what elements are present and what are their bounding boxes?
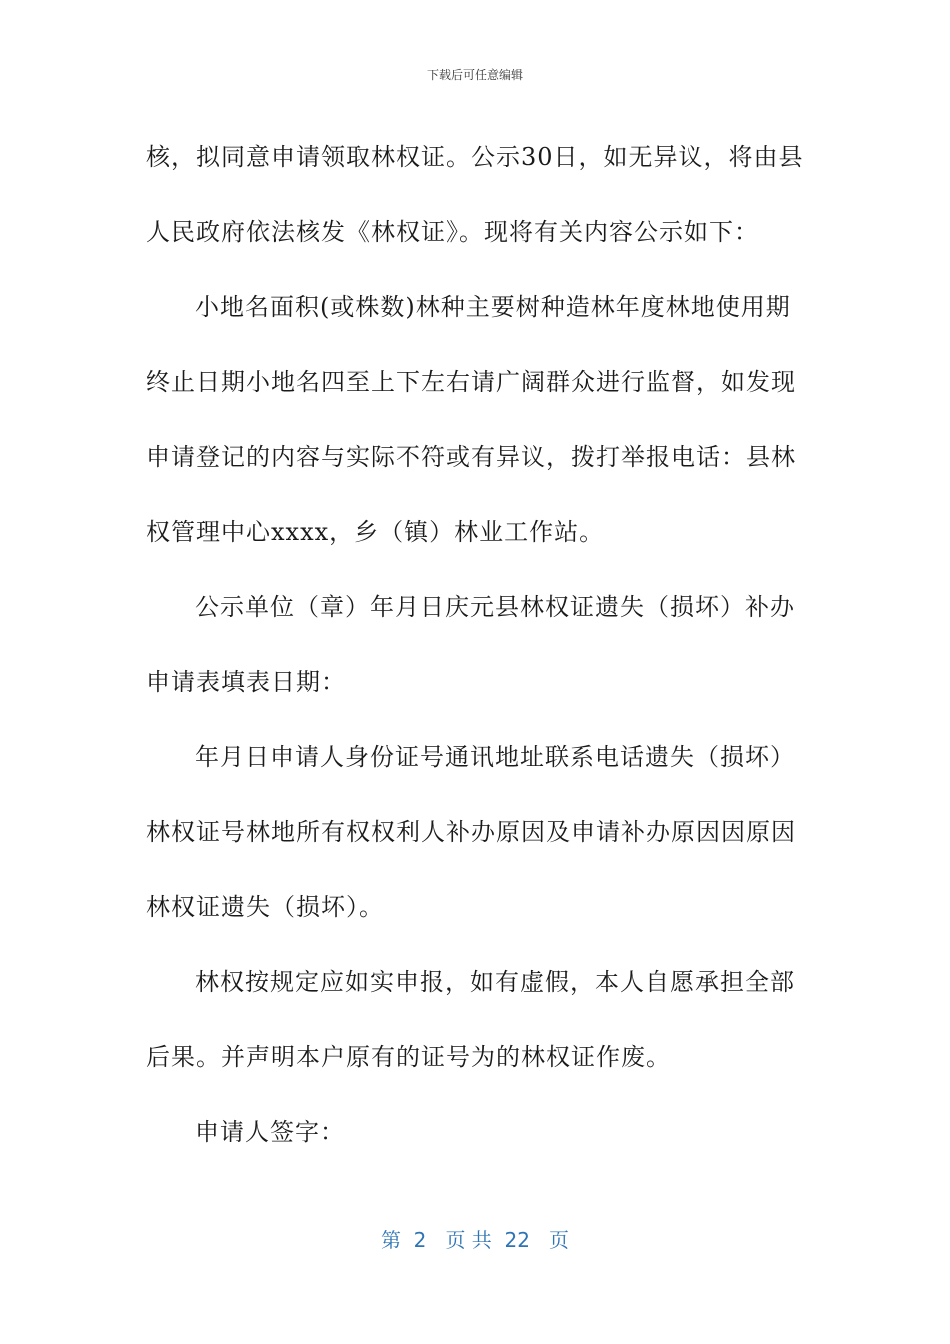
page-header: 下载后可任意编辑 <box>426 68 523 82</box>
document-body <box>146 120 806 1170</box>
paragraph-4: 年月日申请人身份证号通讯地址联系电话遗失（损坏）林权证号林地所有权权利人补办原因及申请补办原因因原因林权证遗失（损坏）。 <box>146 743 796 921</box>
paragraph-5: 林权按规定应如实申报，如有虚假，本人自愿承担全部后果。并声明本户原有的证号为的林权证作废。 <box>146 968 795 1071</box>
paragraph-3: 公示单位（章）年月日庆元县林权证遗失（损坏）补办申请表填表日期： <box>146 593 795 696</box>
paragraph-2: 小地名面积(或株数)林种主要树种造林年度林地使用期终止日期小地名四至上下左右请广阔群众进行监督，如发现申请登记的内容与实际不符或有异议，拨打举报电话：县林权管理中心xxxx，乡（镇）林业工作站。 <box>146 293 796 546</box>
paragraph-1: 核，拟同意申请领取林权证。公示30日，如无异议，将由县人民政府依法核发《林权证》。现将有关内容公示如下： <box>146 143 804 246</box>
page-number-footer: 第 2 页 共 22 页 <box>380 1228 570 1252</box>
paragraph-6: 申请人签字： <box>195 1118 345 1146</box>
